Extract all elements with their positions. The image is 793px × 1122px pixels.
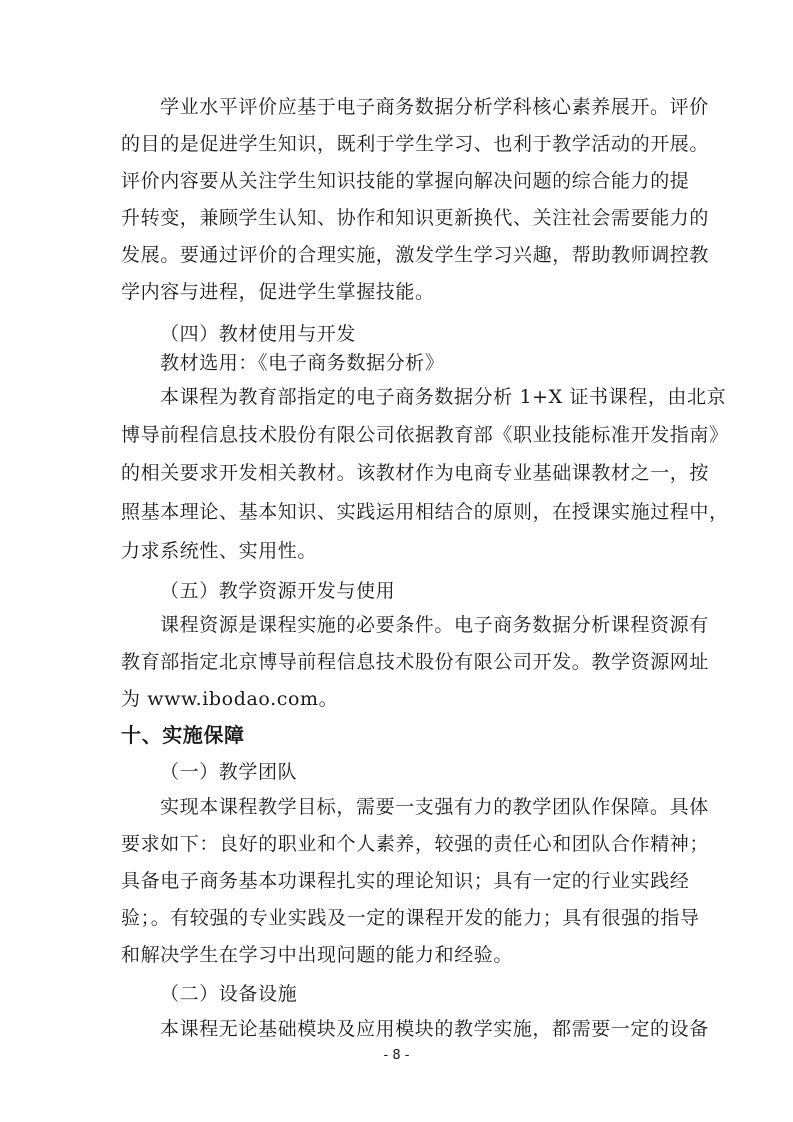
paragraph-line: 学业水平评价应基于电子商务数据分析学科核心素养展开。评价 xyxy=(160,96,709,118)
paragraph-line: 要求如下：良好的职业和个人素养，较强的责任心和团队合作精神； xyxy=(121,833,710,855)
section-heading: （五）教学资源开发与使用 xyxy=(160,580,396,602)
section-heading: （一）教学团队 xyxy=(160,761,298,783)
paragraph-line: 教育部指定北京博导前程信息技术股份有限公司开发。教学资源网址 xyxy=(121,651,710,673)
paragraph-line: 课程资源是课程实施的必要条件。电子商务数据分析课程资源有 xyxy=(160,614,709,636)
paragraph-line: 和解决学生在学习中出现问题的能力和经验。 xyxy=(121,944,514,966)
chapter-heading: 十、实施保障 xyxy=(121,723,245,747)
section-heading: （四）教材使用与开发 xyxy=(160,323,357,345)
paragraph-line: 照基本理论、基本知识、实践运用相结合的原则，在授课实施过程中， xyxy=(121,501,729,523)
paragraph-line: 为 www.ibodao.com。 xyxy=(121,688,339,710)
paragraph-line: 本课程无论基础模块及应用模块的教学实施，都需要一定的设备 xyxy=(160,1018,709,1040)
section-heading: （二）设备设施 xyxy=(160,983,298,1005)
paragraph-line: 发展。要通过评价的合理实施，激发学生学习兴趣，帮助教师调控教 xyxy=(121,244,710,266)
paragraph-line: 升转变，兼顾学生认知、协作和知识更新换代、关注社会需要能力的 xyxy=(121,207,710,229)
paragraph-line: 博导前程信息技术股份有限公司依据教育部《职业技能标准开发指南》 xyxy=(121,424,729,446)
paragraph-line: 验；。有较强的专业实践及一定的课程开发的能力；具有很强的指导 xyxy=(121,907,700,929)
paragraph-line: 教材选用：《电子商务数据分析》 xyxy=(160,352,445,374)
paragraph-line: 力求系统性、实用性。 xyxy=(121,540,318,562)
paragraph-line: 本课程为教育部指定的电子商务数据分析 1+X 证书课程，由北京 xyxy=(160,386,727,408)
paragraph-line: 学内容与进程，促进学生掌握技能。 xyxy=(121,281,435,303)
paragraph-line: 具备电子商务基本功课程扎实的理论知识；具有一定的行业实践经 xyxy=(121,870,690,892)
paragraph-line: 的相关要求开发相关教材。该教材作为电商专业基础课教材之一，按 xyxy=(121,462,710,484)
paragraph-line: 的目的是促进学生知识，既利于学生学习、也利于教学活动的开展。 xyxy=(121,133,710,155)
paragraph-line: 评价内容要从关注学生知识技能的掌握向解决问题的综合能力的提 xyxy=(121,170,690,192)
page-number: - 8 - xyxy=(383,1048,410,1063)
paragraph-line: 实现本课程教学目标，需要一支强有力的教学团队作保障。具体 xyxy=(160,796,709,818)
